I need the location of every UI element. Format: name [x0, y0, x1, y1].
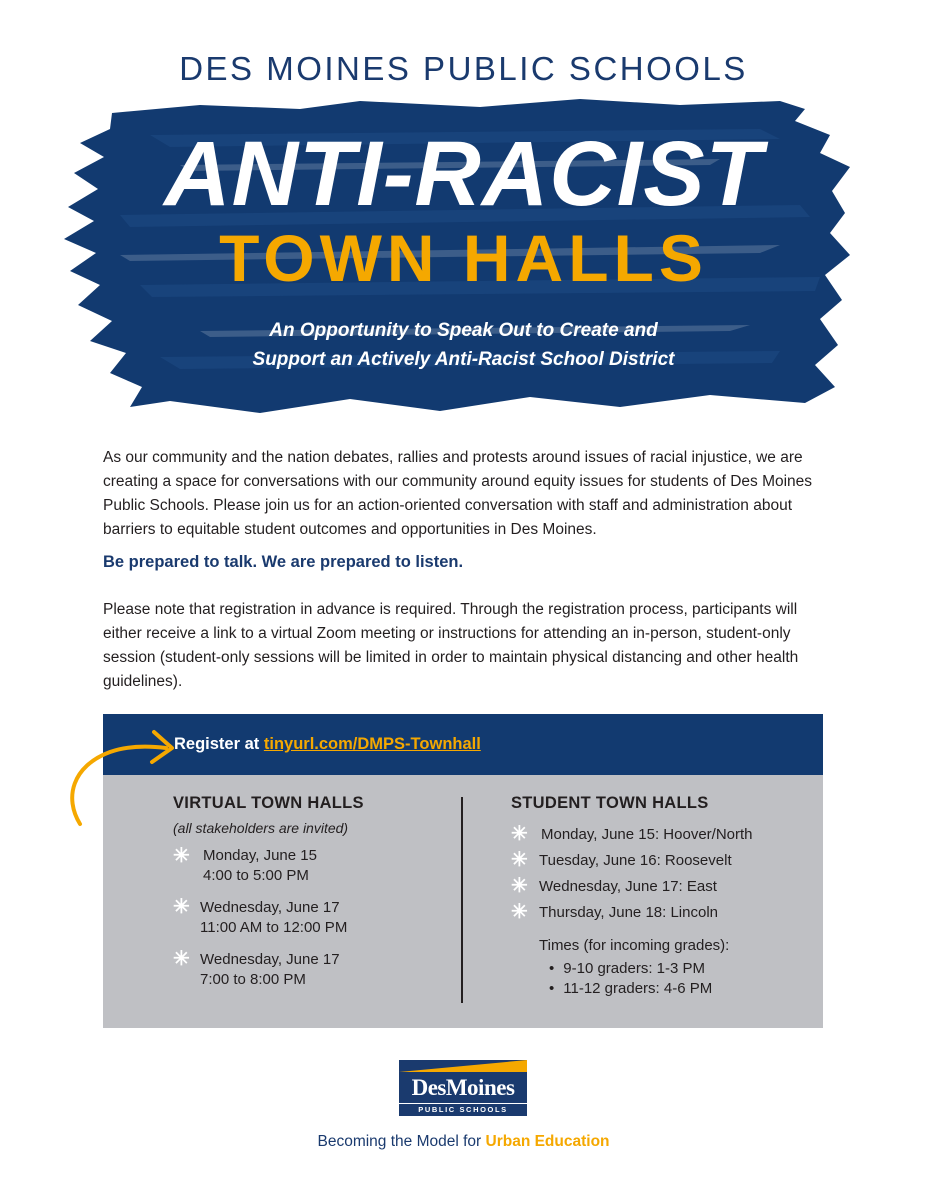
star-bullet-icon: ✳ — [173, 948, 190, 970]
student-event: Thursday, June 18: Lincoln — [539, 904, 718, 921]
virtual-event-day: Wednesday, June 17 — [200, 951, 340, 968]
registration-link[interactable]: tinyurl.com/DMPS-Townhall — [263, 735, 481, 753]
virtual-event-day: Wednesday, June 17 — [200, 899, 340, 916]
star-bullet-icon: ✳ — [173, 845, 190, 867]
star-bullet-icon: ✳ — [511, 849, 528, 871]
title-anti-racist: ANTI-RACIST — [164, 123, 763, 225]
logo-swoosh-icon — [399, 1060, 527, 1072]
student-town-halls-heading: STUDENT TOWN HALLS — [511, 794, 709, 812]
virtual-event — [203, 846, 317, 886]
curved-arrow-icon — [62, 718, 182, 830]
virtual-event — [200, 950, 340, 990]
student-event: Tuesday, June 16: Roosevelt — [539, 852, 732, 869]
student-event: Monday, June 15: Hoover/North — [541, 826, 753, 843]
registration-text — [174, 735, 481, 754]
registration-label: Register at — [174, 735, 260, 753]
star-bullet-icon: ✳ — [511, 875, 528, 897]
tagline-highlight: Urban Education — [485, 1133, 610, 1150]
virtual-event-time: 7:00 to 8:00 PM — [200, 971, 306, 988]
star-bullet-icon: ✳ — [511, 823, 528, 845]
tagline — [0, 1133, 927, 1151]
star-bullet-icon: ✳ — [173, 896, 190, 918]
star-bullet-icon: ✳ — [511, 901, 528, 923]
virtual-town-halls-note: (all stakeholders are invited) — [173, 820, 349, 836]
dmps-logo — [399, 1060, 527, 1116]
column-divider — [461, 797, 463, 1003]
times-list — [549, 959, 712, 999]
subtitle-line-1: An Opportunity to Speak Out to Create and — [269, 320, 658, 341]
tagline-prefix: Becoming the Model for — [317, 1133, 482, 1150]
virtual-event-time: 11:00 AM to 12:00 PM — [200, 919, 348, 936]
virtual-event-time: 4:00 to 5:00 PM — [203, 867, 309, 884]
times-list-item: • 11-12 graders: 4-6 PM — [549, 979, 712, 999]
virtual-event — [200, 898, 347, 938]
registration-bar — [103, 714, 823, 775]
organization-heading: DES MOINES PUBLIC SCHOOLS — [179, 50, 748, 87]
times-list-item: • 9-10 graders: 1-3 PM — [549, 959, 712, 979]
logo-subtext: PUBLIC SCHOOLS — [399, 1103, 527, 1116]
virtual-town-halls-heading: VIRTUAL TOWN HALLS — [173, 794, 364, 812]
virtual-event-day: Monday, June 15 — [203, 847, 317, 864]
student-event: Wednesday, June 17: East — [539, 878, 717, 895]
subtitle-line-2: Support an Actively Anti-Racist School District — [252, 349, 675, 370]
intro-paragraph: As our community and the nation debates, rallies and protests around issues of racial injustice, we are creating a space for conversations with our community around equity issues for students of Des Moines Public Schools. Please join us for an action-oriented conversation with staff and administration about barriers to equitable student outcomes and opportunities in Des Moines. — [103, 449, 813, 538]
registration-note-paragraph: Please note that registration in advance is required. Through the registration process, participants will either receive a link to a virtual Zoom meeting or instructions for attending an in-person, student-only session (student-only sessions will be limited in order to maintain physical distancing and other health guidelines). — [103, 601, 799, 690]
logo-wordmark: DesMoines — [399, 1072, 527, 1103]
callout-text: Be prepared to talk. We are prepared to listen. — [103, 553, 464, 571]
subtitle — [0, 316, 927, 374]
title-town-halls: TOWN HALLS — [219, 221, 708, 295]
times-heading: Times (for incoming grades): — [539, 937, 730, 954]
